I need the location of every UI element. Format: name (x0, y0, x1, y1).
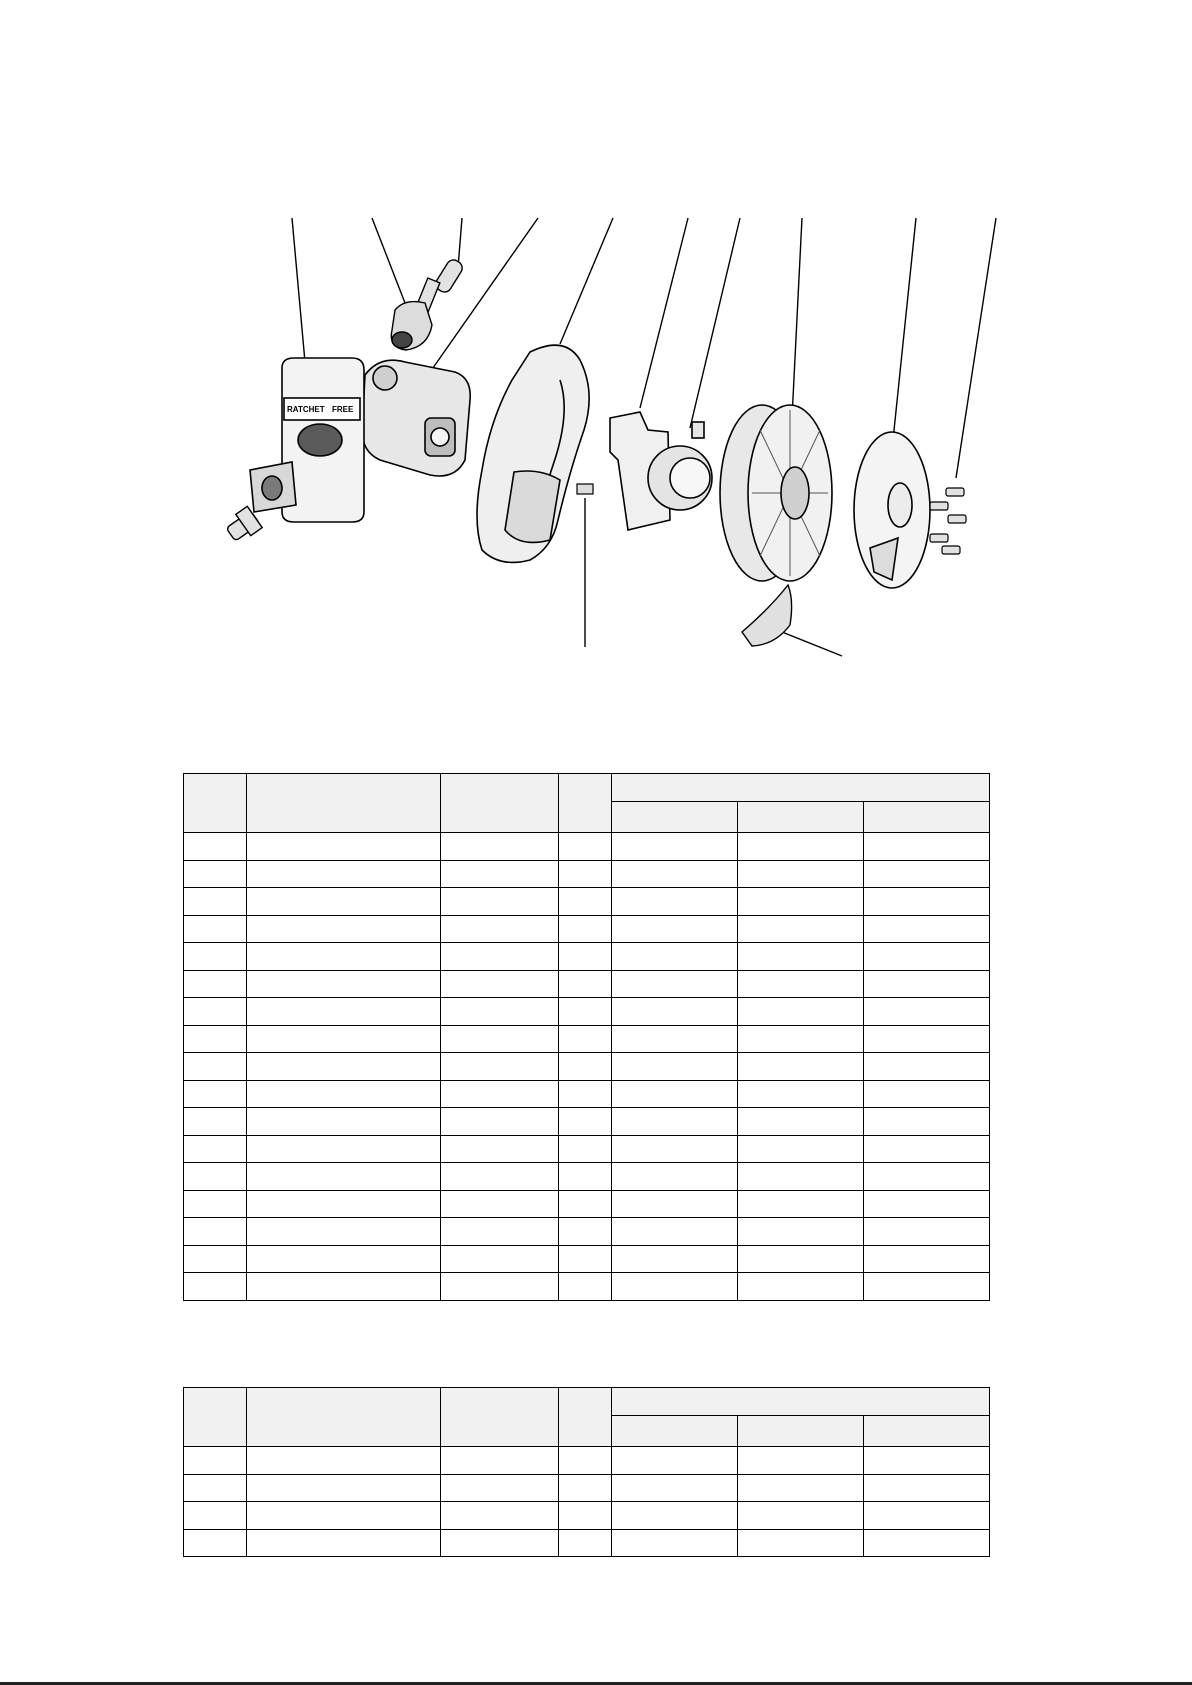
table-cell (559, 1529, 612, 1557)
table-cell (441, 888, 559, 916)
table-cell (247, 1502, 441, 1530)
table-row (184, 1025, 990, 1053)
table-cell (184, 833, 247, 861)
table-row (184, 1080, 990, 1108)
table-cell (441, 1447, 559, 1475)
side-cover (854, 432, 930, 588)
leader-line (428, 218, 538, 375)
table-cell (247, 1245, 441, 1273)
hub-assembly (610, 412, 712, 530)
table-cell (864, 1273, 990, 1301)
header-cell (247, 774, 441, 833)
mounting-plate (250, 358, 364, 522)
table-cell (184, 1080, 247, 1108)
sticker-label-free: FREE (332, 405, 354, 414)
table-cell (738, 998, 864, 1026)
table-row (184, 1218, 990, 1246)
table-cell (738, 915, 864, 943)
leader-line (690, 218, 740, 428)
ratchet-mechanism (362, 360, 470, 476)
header-group-cell (612, 774, 990, 802)
table-cell (738, 1135, 864, 1163)
table-cell (247, 1108, 441, 1136)
table-row (184, 970, 990, 998)
table-cell (738, 943, 864, 971)
table-cell (441, 833, 559, 861)
table-cell (559, 1135, 612, 1163)
table-cell (184, 1273, 247, 1301)
table-cell (247, 1053, 441, 1081)
header-group-cell (612, 1388, 990, 1416)
table-cell (441, 915, 559, 943)
header-cell (559, 774, 612, 833)
table-cell (441, 1108, 559, 1136)
table-cell (738, 1447, 864, 1475)
subheader-cell (738, 801, 864, 833)
table-cell (247, 1529, 441, 1557)
table-cell (864, 888, 990, 916)
table-cell (738, 1025, 864, 1053)
leader-line (372, 218, 405, 303)
table-cell (441, 1474, 559, 1502)
table-cell (612, 1447, 738, 1475)
table-cell (247, 915, 441, 943)
secondary-parts-table (183, 1387, 990, 1557)
header-row (184, 774, 990, 802)
table-cell (738, 1190, 864, 1218)
leader-line (893, 218, 916, 440)
table-cell (247, 998, 441, 1026)
table-cell (559, 860, 612, 888)
subheader-cell (738, 1415, 864, 1447)
table-row (184, 1108, 990, 1136)
table-cell (559, 1108, 612, 1136)
table-row (184, 1053, 990, 1081)
table-cell (441, 1273, 559, 1301)
table-row (184, 860, 990, 888)
table-cell (184, 1163, 247, 1191)
table-cell (738, 888, 864, 916)
exploded-parts-diagram (0, 0, 1192, 680)
table-cell (184, 1135, 247, 1163)
table-cell (441, 1190, 559, 1218)
table-cell (559, 1080, 612, 1108)
table-cell (247, 833, 441, 861)
header-cell (559, 1388, 612, 1447)
table-row (184, 1273, 990, 1301)
table-cell (184, 1502, 247, 1530)
table-cell (738, 1080, 864, 1108)
table-cell (184, 915, 247, 943)
table-cell (247, 888, 441, 916)
table-cell (612, 1080, 738, 1108)
table-row (184, 1474, 990, 1502)
header-cell (441, 1388, 559, 1447)
table-row (184, 1529, 990, 1557)
subheader-cell (864, 1415, 990, 1447)
leader-line (640, 218, 688, 408)
table-cell (247, 1218, 441, 1246)
table-cell (559, 1474, 612, 1502)
table-cell (738, 970, 864, 998)
table-cell (612, 1502, 738, 1530)
main-parts-table (183, 773, 990, 1301)
table-cell (441, 1502, 559, 1530)
table-cell (184, 998, 247, 1026)
table-cell (864, 1135, 990, 1163)
table-cell (441, 1135, 559, 1163)
table-cell (559, 833, 612, 861)
subheader-cell (864, 801, 990, 833)
table-row (184, 1245, 990, 1273)
table-cell (184, 1053, 247, 1081)
table-cell (441, 943, 559, 971)
table-cell (864, 1025, 990, 1053)
table-row (184, 943, 990, 971)
table-cell (441, 1218, 559, 1246)
table-cell (864, 1163, 990, 1191)
table-cell (247, 860, 441, 888)
table-cell (441, 1245, 559, 1273)
table-cell (559, 1502, 612, 1530)
table-cell (247, 1474, 441, 1502)
subheader-cell (612, 1415, 738, 1447)
table-cell (864, 1218, 990, 1246)
table-cell (184, 888, 247, 916)
table-row (184, 998, 990, 1026)
table-cell (559, 1025, 612, 1053)
leader-line (956, 218, 996, 478)
table-cell (184, 1025, 247, 1053)
table-cell (247, 1190, 441, 1218)
table-cell (247, 943, 441, 971)
table-cell (184, 1447, 247, 1475)
table-cell (864, 833, 990, 861)
leader-line (792, 218, 802, 418)
table-cell (738, 1218, 864, 1246)
table-cell (864, 970, 990, 998)
table-cell (559, 1053, 612, 1081)
table-cell (864, 1474, 990, 1502)
table-cell (612, 998, 738, 1026)
table-cell (184, 943, 247, 971)
screw-set (930, 488, 966, 554)
table-cell (738, 1273, 864, 1301)
table-cell (738, 1108, 864, 1136)
table-cell (184, 970, 247, 998)
table-cell (738, 1502, 864, 1530)
table-cell (864, 860, 990, 888)
pin (577, 484, 593, 494)
pawl (742, 585, 792, 646)
table-row (184, 1135, 990, 1163)
table-cell (184, 1190, 247, 1218)
header-cell (247, 1388, 441, 1447)
table-cell (612, 1273, 738, 1301)
table-cell (612, 1163, 738, 1191)
table-cell (738, 1163, 864, 1191)
table-cell (184, 1245, 247, 1273)
table-cell (612, 943, 738, 971)
table-cell (184, 1474, 247, 1502)
table-cell (864, 998, 990, 1026)
table-cell (559, 1218, 612, 1246)
table-cell (559, 888, 612, 916)
table-cell (612, 1245, 738, 1273)
table-cell (864, 1190, 990, 1218)
table-cell (612, 970, 738, 998)
table-cell (738, 1053, 864, 1081)
table-cell (559, 970, 612, 998)
table-cell (864, 1080, 990, 1108)
table-row (184, 1190, 990, 1218)
table-cell (247, 1080, 441, 1108)
table-cell (612, 1218, 738, 1246)
bushing (391, 302, 432, 350)
table-cell (441, 860, 559, 888)
table-cell (738, 833, 864, 861)
table-cell (559, 1273, 612, 1301)
table-cell (864, 1108, 990, 1136)
table-cell (247, 1025, 441, 1053)
table-cell (612, 888, 738, 916)
table-cell (559, 1190, 612, 1218)
table-cell (612, 1135, 738, 1163)
table-cell (441, 1080, 559, 1108)
table-cell (441, 1053, 559, 1081)
table-cell (247, 1163, 441, 1191)
table-cell (612, 1025, 738, 1053)
table-row (184, 833, 990, 861)
table-cell (441, 970, 559, 998)
table-cell (612, 1190, 738, 1218)
table-cell (559, 943, 612, 971)
header-cell (184, 1388, 247, 1447)
table-cell (738, 1474, 864, 1502)
table-row (184, 1163, 990, 1191)
table-cell (247, 1135, 441, 1163)
leader-line (560, 218, 613, 344)
table-row (184, 915, 990, 943)
table-cell (559, 1245, 612, 1273)
table-cell (184, 860, 247, 888)
table-cell (738, 1245, 864, 1273)
table-cell (441, 1025, 559, 1053)
table-cell (612, 1474, 738, 1502)
table-cell (864, 1053, 990, 1081)
table-cell (559, 1447, 612, 1475)
leader-line (292, 218, 305, 362)
table-cell (247, 1273, 441, 1301)
winch-spool (720, 405, 832, 581)
table-cell (559, 915, 612, 943)
table-cell (612, 1529, 738, 1557)
header-cell (441, 774, 559, 833)
header-row (184, 1388, 990, 1416)
table-cell (441, 1529, 559, 1557)
table-cell (864, 1447, 990, 1475)
table-cell (738, 860, 864, 888)
drum-guard (477, 345, 589, 562)
table-cell (184, 1529, 247, 1557)
header-cell (184, 774, 247, 833)
table-row (184, 1447, 990, 1475)
table-cell (864, 915, 990, 943)
table-cell (184, 1108, 247, 1136)
sticker-label-ratchet: RATCHET (287, 405, 325, 414)
table-cell (184, 1218, 247, 1246)
table-cell (559, 1163, 612, 1191)
table-cell (612, 1053, 738, 1081)
table-cell (441, 1163, 559, 1191)
table-cell (441, 998, 559, 1026)
table-cell (559, 998, 612, 1026)
table-cell (864, 1529, 990, 1557)
table-cell (864, 943, 990, 971)
subheader-cell (612, 801, 738, 833)
table-cell (612, 860, 738, 888)
table-cell (247, 1447, 441, 1475)
table-cell (738, 1529, 864, 1557)
table-row (184, 888, 990, 916)
leader-line (782, 632, 842, 656)
table-cell (864, 1245, 990, 1273)
leader-line (458, 218, 462, 268)
table-cell (864, 1502, 990, 1530)
table-cell (612, 1108, 738, 1136)
table-row (184, 1502, 990, 1530)
table-cell (612, 915, 738, 943)
table-cell (612, 833, 738, 861)
table-cell (247, 970, 441, 998)
